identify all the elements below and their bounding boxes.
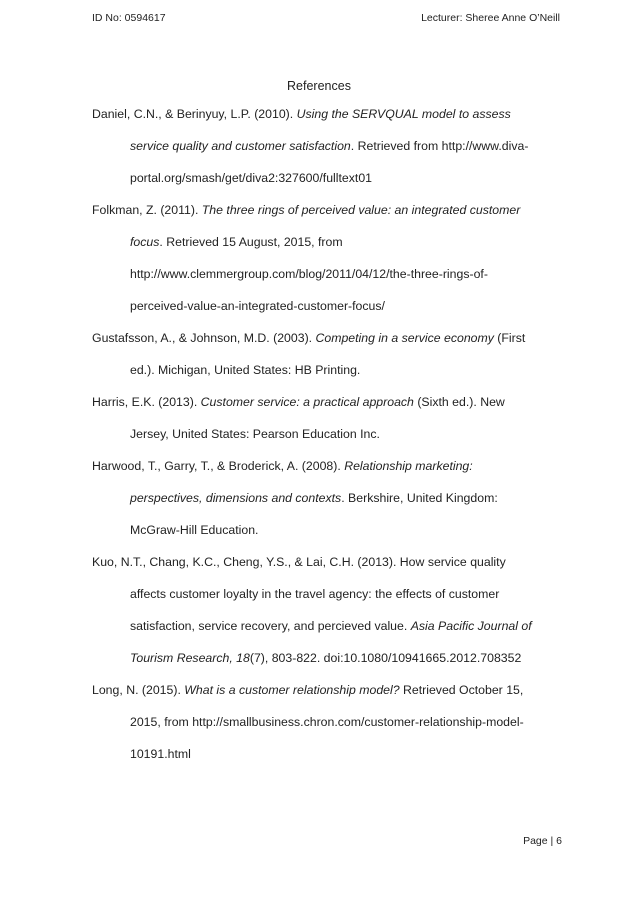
reference-segment: . Retrieved 15 August, 2015, from (159, 235, 343, 249)
reference-line (92, 674, 562, 706)
reference-segment: Folkman, Z. (2011). (92, 203, 202, 217)
reference-italic-segment: Using the SERVQUAL model to assess (296, 107, 511, 121)
reference-italic-segment: Competing in a service economy (315, 331, 494, 345)
reference-entry (92, 194, 562, 322)
reference-line (92, 546, 562, 578)
reference-italic-segment: What is a customer relationship model? (184, 683, 400, 697)
reference-italic-segment: Tourism Research, 18 (130, 651, 250, 665)
lecturer-name: Lecturer: Sheree Anne O’Neill (421, 12, 560, 24)
reference-segment: (First (493, 331, 526, 345)
reference-italic-segment: Customer service: a practical approach (200, 395, 414, 409)
reference-line (130, 258, 562, 290)
reference-entry (92, 98, 562, 194)
reference-segment: Harwood, T., Garry, T., & Broderick, A. (2008). (92, 459, 345, 473)
reference-line (130, 642, 562, 674)
reference-entry (92, 322, 562, 386)
reference-entry (92, 450, 562, 546)
reference-entry (92, 546, 562, 674)
reference-segment: 10191.html (130, 747, 191, 761)
reference-line (130, 354, 562, 386)
reference-segment: . Retrieved from http://www.diva- (350, 139, 529, 153)
reference-italic-segment: Asia Pacific Journal of (410, 619, 532, 633)
reference-line (92, 194, 562, 226)
reference-segment: http://www.clemmergroup.com/blog/2011/04/12/the-three-rings-of- (130, 267, 488, 281)
page-number: Page | 6 (523, 835, 562, 847)
reference-line (92, 450, 562, 482)
reference-list (92, 98, 562, 770)
reference-segment: ed.). Michigan, United States: HB Printing. (130, 363, 361, 377)
reference-italic-segment: Relationship marketing: (344, 459, 473, 473)
reference-segment: (7), 803-822. doi:10.1080/10941665.2012.708352 (249, 651, 522, 665)
reference-segment: Long, N. (2015). (92, 683, 185, 697)
reference-segment: portal.org/smash/get/diva2:327600/fulltext01 (130, 171, 372, 185)
reference-segment: Retrieved October 15, (399, 683, 524, 697)
reference-segment: . Berkshire, United Kingdom: (341, 491, 498, 505)
reference-line (130, 610, 562, 642)
page-title: References (287, 79, 351, 93)
reference-line (130, 706, 562, 738)
reference-italic-segment: service quality and customer satisfaction (130, 139, 351, 153)
reference-segment: Harris, E.K. (2013). (92, 395, 201, 409)
reference-italic-segment: focus (130, 235, 160, 249)
reference-line (130, 482, 562, 514)
reference-line (130, 290, 562, 322)
reference-segment: perceived-value-an-integrated-customer-focus/ (130, 299, 385, 313)
reference-segment: McGraw-Hill Education. (130, 523, 259, 537)
reference-italic-segment: The three rings of perceived value: an integrated customer (201, 203, 521, 217)
student-id: ID No: 0594617 (92, 12, 166, 24)
reference-entry (92, 386, 562, 450)
reference-line (130, 578, 562, 610)
reference-line (130, 226, 562, 258)
reference-line (130, 162, 562, 194)
reference-segment: satisfaction, service recovery, and percieved value. (130, 619, 411, 633)
reference-line (130, 130, 562, 162)
reference-line (130, 514, 562, 546)
reference-line (130, 738, 562, 770)
reference-italic-segment: perspectives, dimensions and contexts (130, 491, 342, 505)
reference-line (92, 386, 562, 418)
reference-line (92, 98, 562, 130)
reference-line (92, 322, 562, 354)
reference-segment: affects customer loyalty in the travel agency: the effects of customer (130, 587, 500, 601)
reference-segment: Jersey, United States: Pearson Education Inc. (130, 427, 380, 441)
reference-line (130, 418, 562, 450)
reference-segment: (Sixth ed.). New (413, 395, 505, 409)
reference-segment: Daniel, C.N., & Berinyuy, L.P. (2010). (92, 107, 297, 121)
page-header (92, 12, 560, 24)
reference-entry (92, 674, 562, 770)
reference-segment: Gustafsson, A., & Johnson, M.D. (2003). (92, 331, 316, 345)
reference-segment: Kuo, N.T., Chang, K.C., Cheng, Y.S., & Lai, C.H. (2013). How service quality (92, 555, 506, 569)
reference-segment: 2015, from http://smallbusiness.chron.com/customer-relationship-model- (130, 715, 524, 729)
